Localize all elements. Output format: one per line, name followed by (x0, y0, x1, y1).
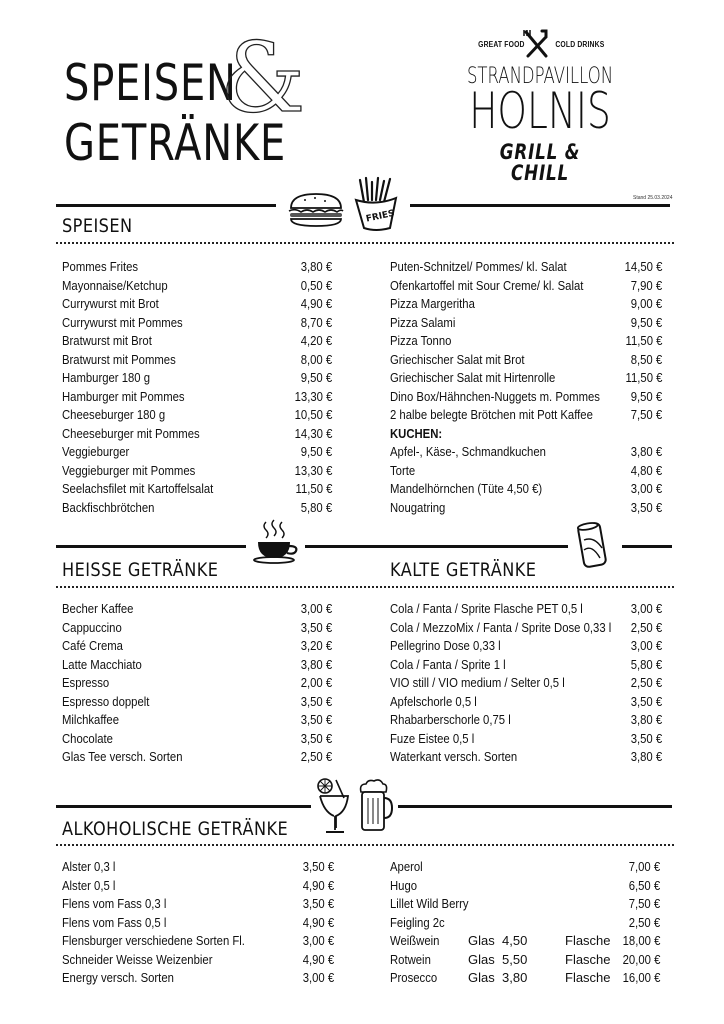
fries-icon (350, 176, 402, 232)
list-item: Aperol 7,00 € (390, 859, 660, 874)
kuchen-heading: KUCHEN: (390, 425, 443, 441)
divider-line (56, 204, 276, 207)
brand-strandpavillon: STRANDPAVILLON (466, 64, 614, 89)
divider-line (56, 545, 246, 548)
list-item: Veggieburger 9,50 € (62, 444, 332, 459)
list-item: Backfischbrötchen 5,80 € (62, 499, 332, 515)
list-item: Nougatring 3,50 € (390, 499, 662, 515)
section-title-kalte-getraenke: KALTE GETRÄNKE (390, 559, 537, 581)
cocktail-icon (316, 776, 352, 836)
list-item: Mayonnaise/Ketchup 0,50 € (62, 277, 332, 293)
list-item: Espresso doppelt 3,50 € (62, 693, 332, 709)
section-title-alkoholische-getraenke: ALKOHOLISCHE GETRÄNKE (62, 818, 289, 840)
list-alkohol-right (390, 858, 660, 988)
date-stamp: Stand 25.03.2024 (633, 195, 673, 201)
list-item: Fuze Eistee 0,5 l 3,50 € (390, 730, 662, 746)
list-item: Alster 0,3 l 3,50 € (62, 859, 334, 874)
list-item: Currywurst mit Brot 4,90 € (62, 296, 332, 311)
title-getraenke: GETRÄNKE (64, 114, 287, 172)
section-title-speisen: SPEISEN (62, 215, 133, 237)
list-item: Café Crema 3,20 € (62, 638, 332, 653)
list-item: Torte 4,80 € (390, 462, 662, 478)
soda-can-icon (578, 518, 606, 570)
list-speisen-right (390, 258, 662, 517)
list-item: Pommes Frites 3,80 € (62, 259, 332, 274)
list-kalte-getraenke (390, 600, 662, 767)
tagline-cold-drinks: COLD DRINKS (555, 40, 605, 49)
list-item: Currywurst mit Pommes 8,70 € (62, 314, 332, 330)
list-item: Feigling 2c 2,50 € (390, 914, 660, 930)
fork-knife-icon (522, 28, 550, 58)
divider-line (305, 545, 568, 548)
wine-row: Prosecco Glas 3,80 Flasche 16,00 € (390, 970, 660, 985)
brand-holnis: HOLNIS (469, 82, 611, 140)
divider-line (410, 204, 670, 207)
list-speisen-left (62, 258, 332, 517)
list-item: Bratwurst mit Pommes 8,00 € (62, 351, 332, 367)
list-item: Cheeseburger mit Pommes 14,30 € (62, 425, 332, 441)
list-item: Ofenkartoffel mit Sour Creme/ kl. Salat 7,90 € (390, 277, 662, 293)
list-item: Pizza Salami 9,50 € (390, 314, 662, 330)
list-item: Cheeseburger 180 g 10,50 € (62, 407, 332, 422)
list-item: Espresso 2,00 € (62, 675, 332, 690)
list-item: Pizza Tonno 11,50 € (390, 333, 662, 348)
divider-line (56, 805, 311, 808)
list-item: Rhabarberschorle 0,75 l 3,80 € (390, 712, 662, 727)
list-item: Flens vom Fass 0,3 l 3,50 € (62, 896, 334, 911)
list-item: VIO still / VIO medium / Selter 0,5 l 2,50 € (390, 675, 662, 690)
list-item: Griechischer Salat mit Hirtenrolle 11,50 € (390, 370, 662, 385)
burger-icon (285, 190, 347, 228)
list-item: Pellegrino Dose 0,33 l 3,00 € (390, 638, 662, 653)
list-alkohol-left (62, 858, 334, 988)
list-item: Schneider Weisse Weizenbier 4,90 € (62, 951, 334, 967)
list-item: Energy versch. Sorten 3,00 € (62, 970, 334, 985)
title-speisen: SPEISEN (64, 54, 237, 112)
dotted-separator (56, 242, 674, 244)
list-item: Becher Kaffee 3,00 € (62, 601, 332, 616)
list-item: Seelachsfilet mit Kartoffelsalat 11,50 € (62, 481, 332, 496)
list-item: Alster 0,5 l 4,90 € (62, 877, 334, 893)
list-item: Dino Box/Hähnchen-Nuggets m. Pommes 9,50 € (390, 388, 662, 404)
list-item: Milchkaffee 3,50 € (62, 712, 332, 727)
list-item: Griechischer Salat mit Brot 8,50 € (390, 351, 662, 367)
list-item: Mandelhörnchen (Tüte 4,50 €) 3,00 € (390, 481, 662, 496)
list-item: Apfel-, Käse-, Schmandkuchen 3,80 € (390, 444, 662, 459)
beer-mug-icon (356, 776, 392, 836)
coffee-cup-icon (252, 518, 300, 564)
list-heisse-getraenke (62, 600, 332, 767)
list-item: Puten-Schnitzel/ Pommes/ kl. Salat 14,50 € (390, 259, 662, 274)
list-item: Pizza Margeritha 9,00 € (390, 296, 662, 311)
list-item: Hamburger mit Pommes 13,30 € (62, 388, 332, 404)
section-title-heisse-getraenke: HEISSE GETRÄNKE (62, 559, 219, 581)
dotted-separator (56, 844, 674, 846)
list-item: Cola / MezzoMix / Fanta / Sprite Dose 0,33 l 2,50 € (390, 619, 662, 635)
list-item: Latte Macchiato 3,80 € (62, 656, 332, 672)
ampersand: & (220, 22, 306, 134)
list-item: Chocolate 3,50 € (62, 730, 332, 746)
list-item: Bratwurst mit Brot 4,20 € (62, 333, 332, 348)
fries-label: FRIES (365, 208, 396, 225)
dotted-separator (56, 586, 674, 588)
list-item: Lillet Wild Berry 7,50 € (390, 896, 660, 911)
list-item: Flens vom Fass 0,5 l 4,90 € (62, 914, 334, 930)
brand-grill-chill: GRILL & CHILL (499, 140, 581, 185)
list-item: Flensburger verschiedene Sorten Fl. 3,00 € (62, 933, 334, 948)
list-item: 2 halbe belegte Brötchen mit Pott Kaffee 7,50 € (390, 407, 662, 422)
wine-row: Rotwein Glas 5,50 Flasche 20,00 € (390, 951, 660, 967)
list-item: Veggieburger mit Pommes 13,30 € (62, 462, 332, 478)
wine-row: Weißwein Glas 4,50 Flasche 18,00 € (390, 933, 660, 948)
list-item: Hugo 6,50 € (390, 877, 660, 893)
list-item: Cola / Fanta / Sprite Flasche PET 0,5 l 3,00 € (390, 601, 662, 616)
list-item: Waterkant versch. Sorten 3,80 € (390, 749, 662, 764)
list-item: Cappuccino 3,50 € (62, 619, 332, 635)
list-item: Apfelschorle 0,5 l 3,50 € (390, 693, 662, 709)
tagline-great-food: GREAT FOOD (478, 40, 525, 49)
divider-line (622, 545, 672, 548)
list-item: Glas Tee versch. Sorten 2,50 € (62, 749, 332, 764)
list-item: Cola / Fanta / Sprite 1 l 5,80 € (390, 656, 662, 672)
divider-line (398, 805, 672, 808)
list-item: Hamburger 180 g 9,50 € (62, 370, 332, 385)
